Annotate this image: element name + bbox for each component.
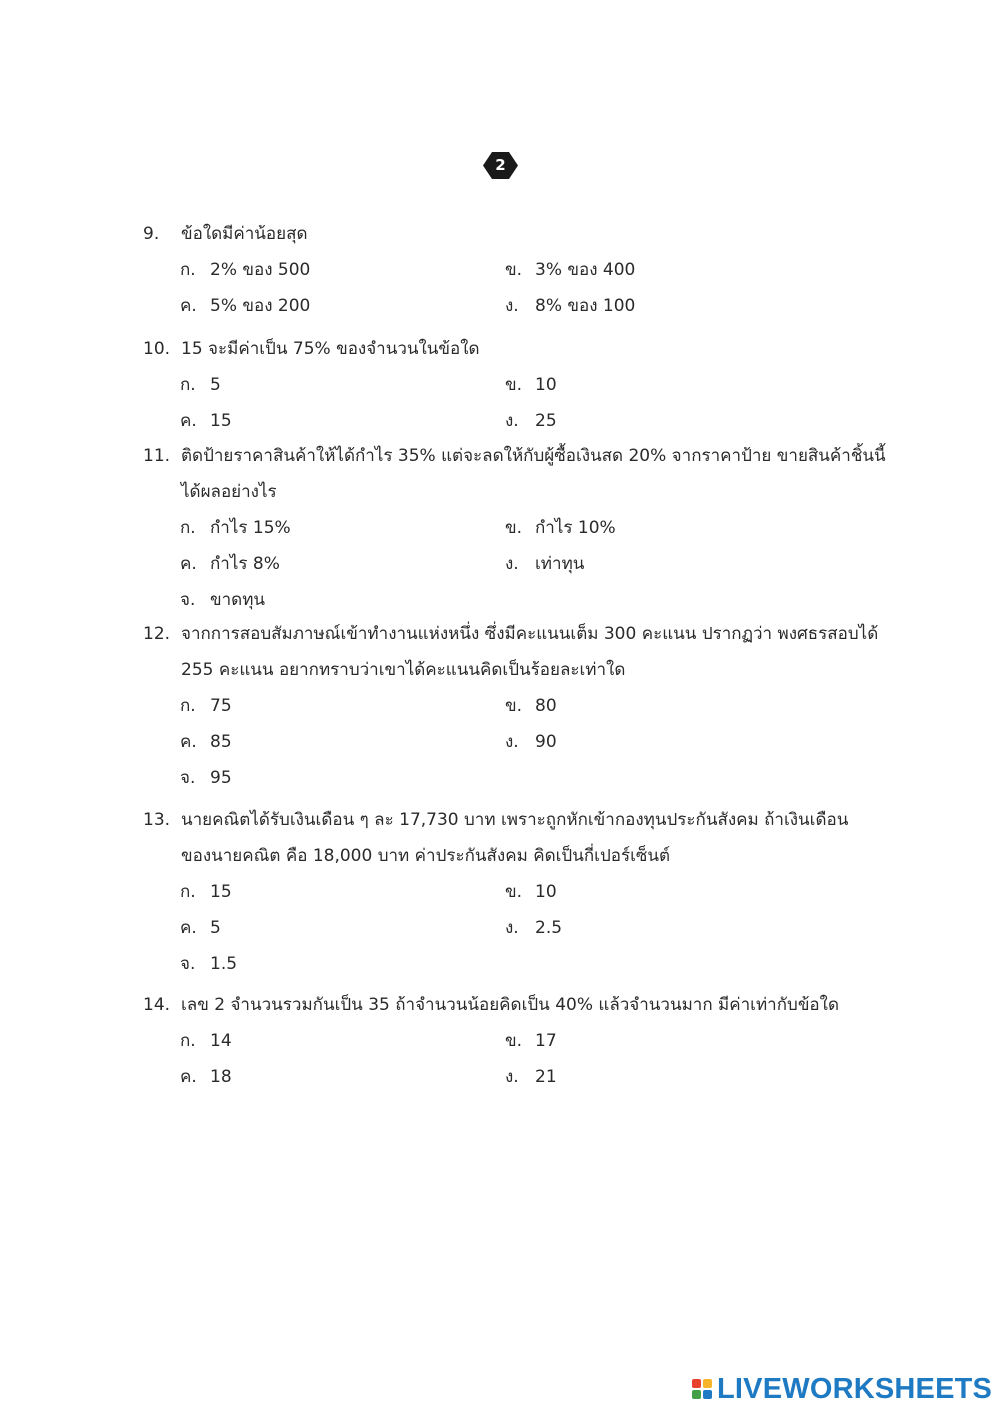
- answer-option[interactable]: [505, 688, 557, 724]
- answer-option[interactable]: [180, 760, 232, 796]
- question-number: 9.: [143, 224, 160, 244]
- option-text: 10: [535, 375, 557, 395]
- option-text: กำไร 15%: [210, 518, 291, 538]
- option-label: ก.: [180, 375, 196, 395]
- option-text: 2.5: [535, 918, 563, 938]
- option-text: 17: [535, 1031, 557, 1051]
- answer-option[interactable]: [180, 582, 265, 618]
- question-text: ของนายคณิต คือ 18,000 บาท ค่าประกันสังคม คิดเป็นกี่เปอร์เซ็นต์: [181, 846, 671, 866]
- answer-option[interactable]: [180, 546, 280, 582]
- option-text: กำไร 10%: [535, 518, 616, 538]
- answer-option[interactable]: [505, 510, 616, 546]
- question-text: นายคณิตได้รับเงินเดือน ๆ ละ 17,730 บาท เพราะถูกหักเข้ากองทุนประกันสังคม ถ้าเงินเดือน: [181, 810, 849, 830]
- answer-option[interactable]: [505, 910, 562, 946]
- option-label: จ.: [180, 768, 196, 788]
- option-label: ง.: [505, 296, 519, 316]
- question-number: 11.: [143, 446, 171, 466]
- answer-option[interactable]: [505, 367, 557, 403]
- option-label: ง.: [505, 1067, 519, 1087]
- option-text: 5% ของ 200: [210, 296, 311, 316]
- answer-option[interactable]: [180, 403, 232, 439]
- option-label: ก.: [180, 882, 196, 902]
- option-text: 90: [535, 732, 557, 752]
- question-text: เลข 2 จำนวนรวมกันเป็น 35 ถ้าจำนวนน้อยคิดเป็น 40% แล้วจำนวนมาก มีค่าเท่ากับข้อใด: [181, 995, 839, 1015]
- option-text: เท่าทุน: [535, 554, 585, 574]
- answer-option[interactable]: [505, 724, 557, 760]
- option-label: ค.: [180, 411, 197, 431]
- answer-option[interactable]: [180, 367, 221, 403]
- option-label: ข.: [505, 1031, 523, 1051]
- question-text: ได้ผลอย่างไร: [181, 482, 277, 502]
- page-number-badge: [483, 152, 518, 179]
- option-label: ง.: [505, 554, 519, 574]
- option-text: 75: [210, 696, 232, 716]
- answer-option[interactable]: [180, 724, 232, 760]
- option-label: ง.: [505, 732, 519, 752]
- question-number: 10.: [143, 339, 171, 359]
- question-text: 15 จะมีค่าเป็น 75% ของจำนวนในข้อใด: [181, 339, 480, 359]
- option-label: ข.: [505, 375, 523, 395]
- option-label: ค.: [180, 732, 197, 752]
- option-label: ก.: [180, 696, 196, 716]
- answer-option[interactable]: [505, 546, 584, 582]
- option-text: 2% ของ 500: [210, 260, 311, 280]
- option-label: ข.: [505, 260, 523, 280]
- option-text: 3% ของ 400: [535, 260, 636, 280]
- question-number: 13.: [143, 810, 171, 830]
- option-label: ง.: [505, 918, 519, 938]
- option-label: ข.: [505, 696, 523, 716]
- option-text: 8% ของ 100: [535, 296, 636, 316]
- answer-option[interactable]: [180, 1059, 232, 1095]
- option-text: ขาดทุน: [210, 590, 266, 610]
- option-label: ค.: [180, 296, 197, 316]
- option-label: ข.: [505, 882, 523, 902]
- option-text: กำไร 8%: [210, 554, 280, 574]
- option-text: 85: [210, 732, 232, 752]
- question-text: 255 คะแนน อยากทราบว่าเขาได้คะแนนคิดเป็นร้อยละเท่าใด: [181, 660, 626, 680]
- option-text: 95: [210, 768, 232, 788]
- option-text: 10: [535, 882, 557, 902]
- option-text: 15: [210, 882, 232, 902]
- answer-option[interactable]: [505, 1059, 557, 1095]
- option-label: ก.: [180, 518, 196, 538]
- answer-option[interactable]: [180, 874, 232, 910]
- answer-option[interactable]: [505, 252, 635, 288]
- answer-option[interactable]: [180, 688, 232, 724]
- option-label: จ.: [180, 590, 196, 610]
- answer-option[interactable]: [180, 910, 221, 946]
- answer-option[interactable]: [180, 1023, 232, 1059]
- question-text: ข้อใดมีค่าน้อยสุด: [181, 224, 308, 244]
- option-label: ค.: [180, 554, 197, 574]
- option-text: 1.5: [210, 954, 238, 974]
- answer-option[interactable]: [505, 874, 557, 910]
- answer-option[interactable]: [180, 288, 310, 324]
- answer-option[interactable]: [180, 510, 291, 546]
- option-label: ค.: [180, 918, 197, 938]
- page-number: 2: [495, 156, 506, 174]
- answer-option[interactable]: [180, 252, 310, 288]
- question-text: จากการสอบสัมภาษณ์เข้าทำงานแห่งหนึ่ง ซึ่งมีคะแนนเต็ม 300 คะแนน ปรากฏว่า พงศธรสอบได้: [181, 624, 879, 644]
- option-label: ข.: [505, 518, 523, 538]
- option-text: 25: [535, 411, 557, 431]
- question-number: 14.: [143, 995, 171, 1015]
- option-text: 5: [210, 375, 221, 395]
- option-text: 15: [210, 411, 232, 431]
- option-text: 21: [535, 1067, 557, 1087]
- option-text: 80: [535, 696, 557, 716]
- option-text: 18: [210, 1067, 232, 1087]
- option-text: 5: [210, 918, 221, 938]
- answer-option[interactable]: [505, 288, 635, 324]
- option-label: ก.: [180, 260, 196, 280]
- question-number: 12.: [143, 624, 171, 644]
- option-label: ก.: [180, 1031, 196, 1051]
- logo-icon: [692, 1379, 712, 1399]
- logo-text: LIVEWORKSHEETS: [717, 1372, 993, 1405]
- answer-option[interactable]: [505, 1023, 557, 1059]
- option-label: ค.: [180, 1067, 197, 1087]
- answer-option[interactable]: [180, 946, 237, 982]
- question-text: ติดป้ายราคาสินค้าให้ได้กำไร 35% แต่จะลดให้กับผู้ซื้อเงินสด 20% จากราคาป้าย ขายสินค้าชิ้นนี้: [181, 446, 886, 466]
- option-label: ง.: [505, 411, 519, 431]
- option-label: จ.: [180, 954, 196, 974]
- liveworksheets-logo: [692, 1372, 992, 1406]
- option-text: 14: [210, 1031, 232, 1051]
- answer-option[interactable]: [505, 403, 557, 439]
